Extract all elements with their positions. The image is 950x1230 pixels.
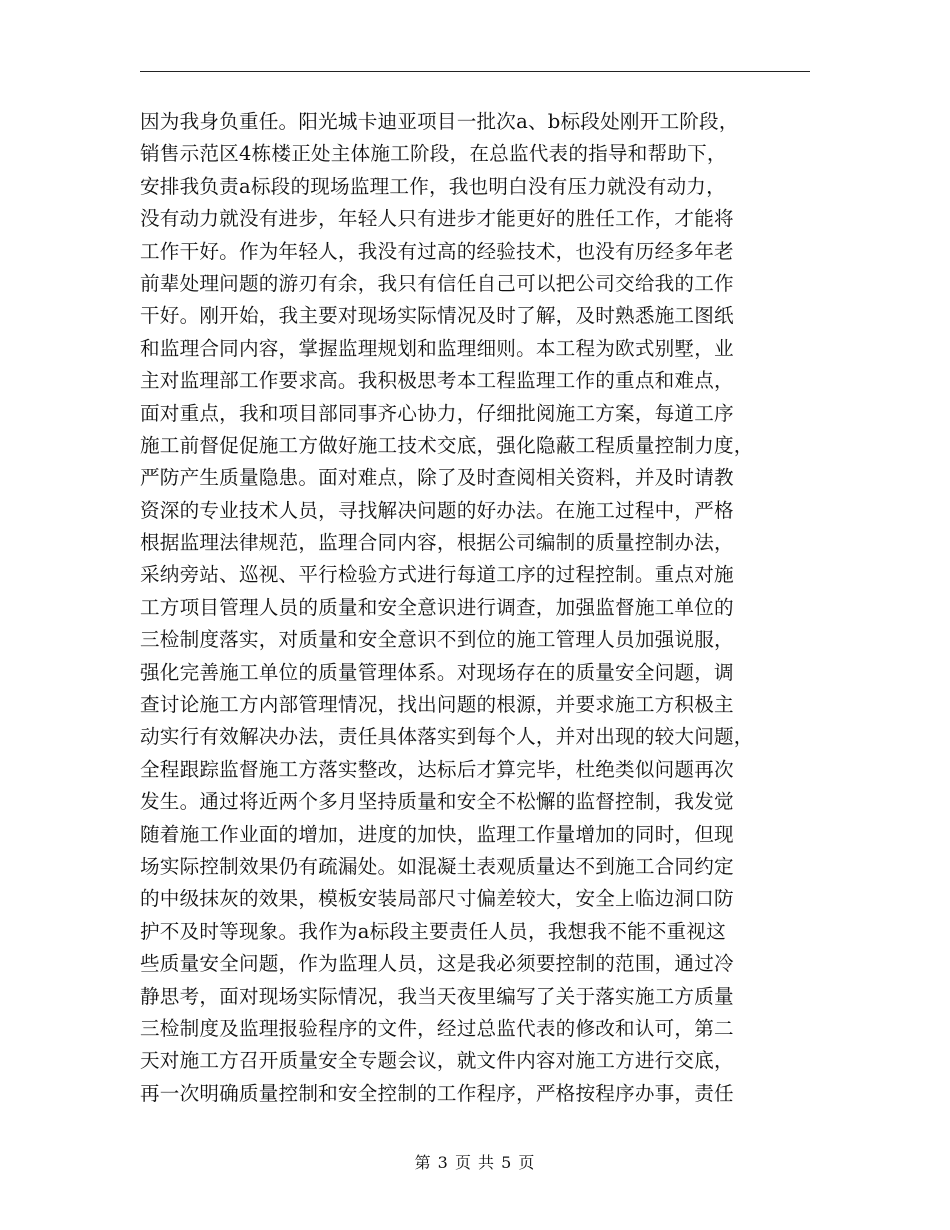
text-line: 面对重点，我和项目部同事齐心协力，仔细批阅施工方案，每道工序: [140, 401, 734, 425]
text-line: 前辈处理问题的游刃有余，我只有信任自己可以把公司交给我的工作: [140, 271, 734, 295]
body-text: [140, 106, 812, 1110]
text-line: 全程跟踪监督施工方落实整改，达标后才算完毕，杜绝类似问题再次: [140, 757, 734, 781]
text-line: 没有动力就没有进步，年轻人只有进步才能更好的胜任工作，才能将: [140, 207, 734, 231]
text-line: 天对施工方召开质量安全专题会议，就文件内容对施工方进行交底，: [140, 1049, 734, 1073]
text-line: 随着施工作业面的增加，进度的加快，监理工作量增加的同时，但现: [140, 822, 734, 846]
text-line: 销售示范区4栋楼正处主体施工阶段，在总监代表的指导和帮助下，: [140, 142, 727, 166]
text-line: 因为我身负重任。阳光城卡迪亚项目一批次a、b标段处刚开工阶段，: [140, 110, 739, 133]
text-line: 的中级抹灰的效果，模板安装局部尺寸偏差较大，安全上临边洞口防: [140, 887, 734, 911]
text-line: 强化完善施工单位的质量管理体系。对现场存在的质量安全问题，调: [140, 660, 734, 684]
text-line: 安排我负责a标段的现场监理工作，我也明白没有压力就没有动力，: [140, 174, 726, 198]
text-line: 三检制度落实，对质量和安全意识不到位的施工管理人员加强说服，: [140, 628, 734, 652]
text-line: 再一次明确质量控制和安全控制的工作程序，严格按程序办事，责任: [140, 1081, 734, 1105]
text-line: 护不及时等现象。我作为a标段主要责任人员，我想我不能不重视这: [140, 919, 726, 943]
text-line: 采纳旁站、巡视、平行检验方式进行每道工序的过程控制。重点对施: [140, 563, 734, 587]
text-line: 动实行有效解决办法，责任具体落实到每个人，并对出现的较大问题，: [140, 725, 754, 749]
page-number: 第 3 页 共 5 页: [414, 1153, 536, 1172]
text-line: 工作干好。作为年轻人，我没有过高的经验技术，也没有历经多年老: [140, 239, 734, 263]
text-line: 资深的专业技术人员，寻找解决问题的好办法。在施工过程中，严格: [140, 498, 734, 522]
text-line: 静思考，面对现场实际情况，我当天夜里编写了关于落实施工方质量: [140, 984, 734, 1008]
text-line: 和监理合同内容，掌握监理规划和监理细则。本工程为欧式别墅，业: [140, 336, 734, 360]
text-line: 查讨论施工方内部管理情况，找出问题的根源，并要求施工方积极主: [140, 693, 734, 717]
text-line: 工方项目管理人员的质量和安全意识进行调查，加强监督施工单位的: [140, 595, 734, 619]
text-line: 严防产生质量隐患。面对难点，除了及时查阅相关资料，并及时请教: [140, 466, 734, 490]
text-line: 干好。刚开始，我主要对现场实际情况及时了解，及时熟悉施工图纸: [140, 304, 734, 328]
text-line: 三检制度及监理报验程序的文件，经过总监代表的修改和认可，第二: [140, 1016, 734, 1040]
text-line: 根据监理法律规范，监理合同内容，根据公司编制的质量控制办法，: [140, 531, 734, 555]
text-line: 发生。通过将近两个多月坚持质量和安全不松懈的监督控制，我发觉: [140, 790, 734, 814]
header-rule: [140, 71, 810, 72]
text-line: 主对监理部工作要求高。我积极思考本工程监理工作的重点和难点，: [140, 369, 734, 393]
text-line: 施工前督促促施工方做好施工技术交底，强化隐蔽工程质量控制力度，: [140, 433, 754, 457]
text-line: 些质量安全问题，作为监理人员，这是我必须要控制的范围，通过冷: [140, 952, 734, 976]
text-line: 场实际控制效果仍有疏漏处。如混凝土表观质量达不到施工合同约定: [140, 854, 734, 878]
